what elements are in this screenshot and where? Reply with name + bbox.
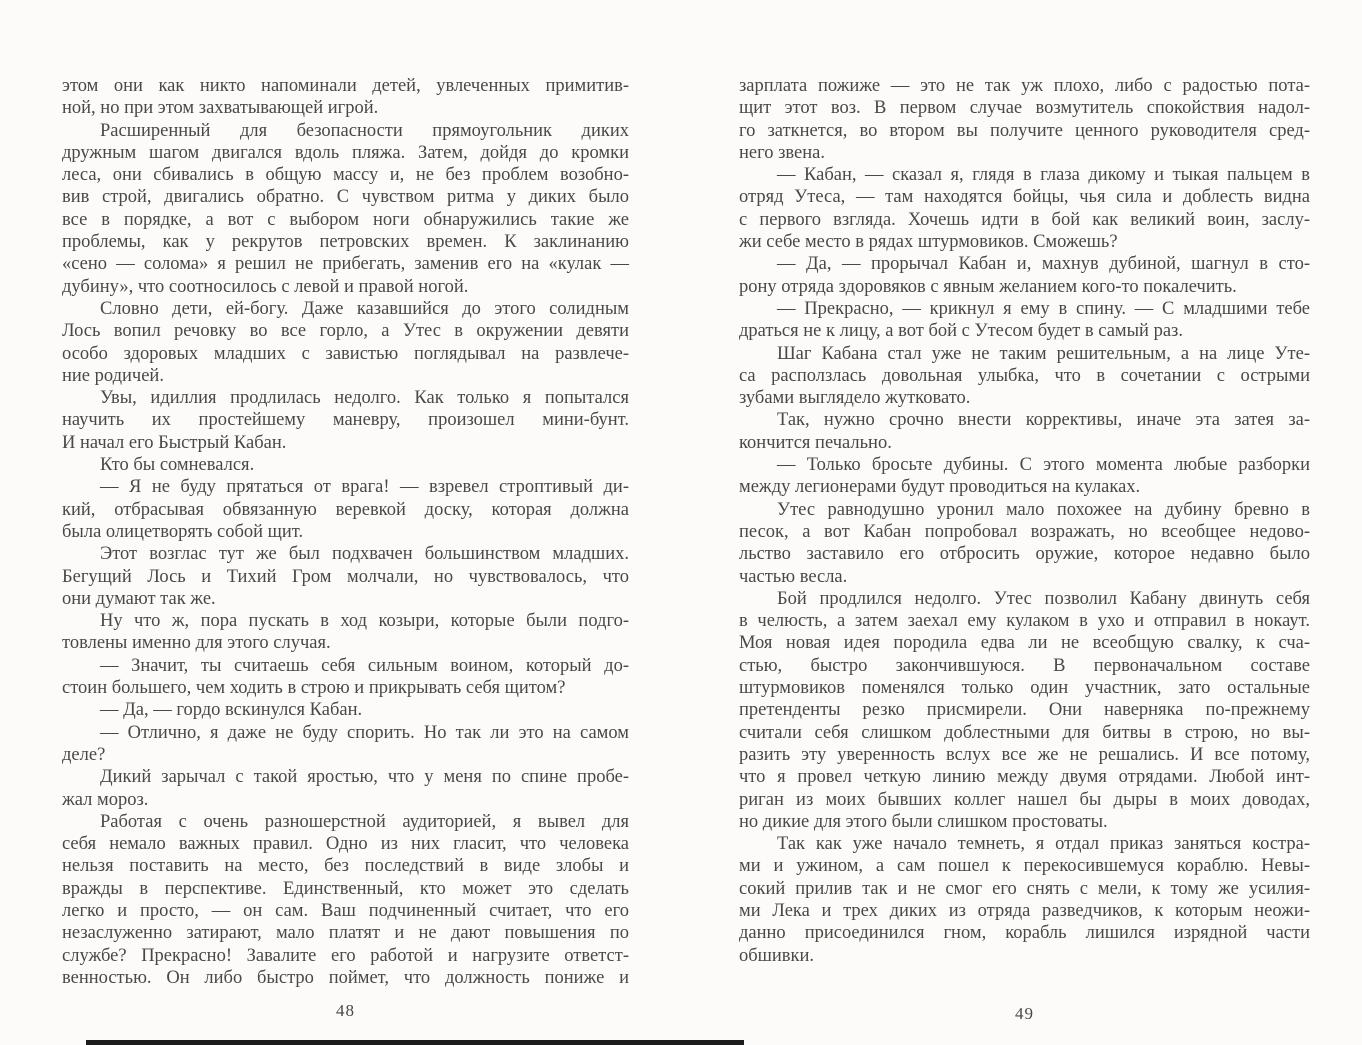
text-line: Кто бы сомневался. (100, 455, 255, 476)
text-line: И начал его Быстрый Кабан. (62, 432, 287, 453)
text-line: го заткнется, во втором вы получите ценного руководителя сред- (739, 120, 1310, 141)
scan-edge-artifact (86, 1040, 744, 1045)
text-line: в челюсть, а затем заехал ему кулаком в ухо и отправил в нокаут. (739, 611, 1310, 632)
text-line: — Отлично, я даже не буду спорить. Но так ли это на самом (100, 722, 629, 743)
text-line: была олицетворять собой щит. (62, 521, 304, 542)
text-line: жи себе место в рядах штурмовиков. Сможешь? (739, 232, 1118, 253)
text-line: нельзя поставить на место, без последствий в виде злобы и (62, 856, 629, 877)
text-line: Ну что ж, пора пускать в ход козыри, которые были подго- (100, 611, 629, 632)
right-page-text-column (739, 75, 1310, 967)
text-line: леса, они сбивались в общую массу и, не без проблем возобно- (62, 165, 629, 186)
text-line: венностью. Он либо быстро поймет, что должность пониже и (62, 967, 629, 988)
text-line: кончится печально. (739, 432, 892, 453)
text-line: Работая с очень разношерстной аудиторией, я вывел для (100, 811, 629, 832)
text-line: зарплата пожиже — это не так уж плохо, либо с радостью пота- (739, 76, 1310, 96)
text-line: они думают так же. (62, 588, 216, 609)
text-line: вражды в перспективе. Единственный, кто может это сделать (62, 878, 629, 899)
text-line: вив строй, двигались обратно. С чувством ритма у диких было (62, 187, 629, 208)
text-line: Моя новая идея породила едва ли не всеобщую свалку, к сча- (739, 633, 1310, 654)
text-line: льство заставило его отбросить оружие, которое недавно было (739, 544, 1310, 565)
text-line: ми и ужином, а сам пошел к перекосившемуся кораблю. Невы- (739, 856, 1310, 877)
text-line: легко и просто, — он сам. Ваш подчиненный считает, что его (62, 900, 629, 921)
text-line: Увы, идиллия продлилась недолго. Как только я попытался (100, 388, 629, 409)
text-line: Словно дети, ей-богу. Даже казавшийся до этого солидным (100, 298, 629, 319)
text-line: ной, но при этом захватывающей игрой. (62, 98, 379, 119)
text-line: но дикие для этого были слишком простоваты. (739, 811, 1108, 832)
text-line: риган из моих бывших коллег нашел бы дыры в моих доводах, (739, 789, 1310, 810)
text-line: Расширенный для безопасности прямоугольник диких (100, 120, 629, 141)
text-line: кий, отбрасывая обвязанную веревкой доску, которая должна (62, 499, 629, 520)
text-line: Бой продлился недолго. Утес позволил Кабану двинуть себя (777, 588, 1310, 609)
text-line: между легионерами будут проводиться на кулаках. (739, 477, 1141, 498)
text-line: незаслуженно затирают, мало платят и не дают повышения по (62, 923, 629, 944)
text-line: себя немало важных правил. Одно из них гласит, что человека (62, 834, 629, 855)
text-line: песок, а вот Кабан попробовал возражать, но всеобщее недово- (739, 521, 1310, 542)
text-line: отряд Утеса, — там находятся бойцы, чья сила и доблесть видна (739, 187, 1310, 208)
text-line: ми Лека и трех диких из отряда разведчиков, к которым неожи- (739, 900, 1310, 921)
text-line: частью весла. (739, 566, 848, 587)
text-line: особо здоровых младших с завистью поглядывал на развлече- (62, 343, 629, 364)
text-line: сокий прилив так и не смог его снять с мели, к тому же усилия- (739, 878, 1310, 899)
text-line: все в порядке, а вот с выбором ноги обнаружились такие же (62, 209, 629, 230)
text-line: щит этот воз. В первом случае возмутитель спокойствия надол- (739, 98, 1310, 119)
text-line: службе? Прекрасно! Завалите его работой и нагрузите ответст- (62, 945, 629, 966)
text-line: него звена. (739, 142, 825, 163)
text-line: деле? (62, 744, 106, 765)
text-line: Так, нужно срочно внести коррективы, иначе эта затея за- (777, 410, 1310, 431)
text-line: стоин большего, чем ходить в строю и прикрывать себя щитом? (62, 678, 566, 699)
text-line: обшивки. (739, 945, 815, 966)
text-line: драться не к лицу, а вот бой с Утесом будет в самый раз. (739, 321, 1183, 342)
text-line: — Прекрасно, — крикнул я ему в спину. — С младшими тебе (777, 298, 1310, 319)
text-line: этом они как никто напоминали детей, увлеченных примитив- (62, 76, 629, 96)
text-line: ние родичей. (62, 365, 164, 386)
text-line: стью, быстро закончившуюся. В первоначальном составе (739, 655, 1310, 676)
left-page-number: 48 (336, 1001, 355, 1020)
text-line: Бегущий Лось и Тихий Гром молчали, но чувствовалось, что (62, 566, 629, 587)
text-line: дубину», что соотносилось с левой и правой ногой. (62, 276, 469, 297)
text-line: Этот возглас тут же был подхвачен большинством младших. (100, 544, 629, 565)
left-page-text-column (62, 75, 629, 989)
text-line: — Значит, ты считаешь себя сильным воином, который до- (100, 655, 629, 676)
text-line: научить их простейшему маневру, произошел мини-бунт. (62, 410, 629, 431)
text-line: са расползлась довольная улыбка, что в сочетании с острыми (739, 365, 1310, 386)
text-line: считали себя слишком доблестными для битвы в строю, но вы- (739, 722, 1310, 743)
text-line: проблемы, как у рекрутов петровских времен. К заклинанию (62, 232, 629, 253)
text-line: Так как уже начало темнеть, я отдал приказ заняться костра- (777, 834, 1310, 855)
text-line: Дикий зарычал с такой яростью, что у меня по спине пробе- (100, 767, 629, 788)
text-line: товлены именно для этого случая. (62, 633, 331, 654)
text-line: с первого взгляда. Хочешь идти в бой как великий воин, заслу- (739, 209, 1310, 230)
text-line: — Да, — прорычал Кабан и, махнув дубиной, шагнул в сто- (777, 254, 1310, 275)
text-line: — Кабан, — сказал я, глядя в глаза дикому и тыкая пальцем в (777, 165, 1310, 186)
text-line: данно присоединился гном, корабль лишился изрядной части (739, 923, 1310, 944)
text-line: зубами выглядело жутковато. (739, 388, 971, 409)
text-line: дружным шагом двигался вдоль пляжа. Затем, дойдя до кромки (62, 142, 629, 163)
text-line: претенденты резко присмирели. Они наверняка по-прежнему (739, 700, 1310, 721)
text-line: рону отряда здоровяков с явным желанием кого-то покалечить. (739, 276, 1237, 297)
text-line: жал мороз. (62, 789, 149, 810)
text-line: — Да, — гордо вскинулся Кабан. (100, 700, 363, 721)
text-line: «сено — солома» я решил не прибегать, заменив его на «кулак — (62, 254, 629, 275)
text-line: что я провел четкую линию между двумя отрядами. Любой инт- (739, 767, 1310, 788)
text-line: Лось вопил речовку во все горло, а Утес в окружении девяти (62, 321, 629, 342)
text-line: — Только бросьте дубины. С этого момента любые разборки (777, 455, 1310, 476)
text-line: Утес равнодушно уронил мало похожее на дубину бревно в (777, 499, 1310, 520)
text-line: — Я не буду прятаться от врага! — взревел строптивый ди- (100, 477, 629, 498)
text-line: Шаг Кабана стал уже не таким решительным, а на лице Уте- (777, 343, 1310, 364)
text-line: штурмовиков поменялся только один участник, зато остальные (739, 678, 1310, 699)
text-line: разить эту уверенность вслух все же не решались. И все потому, (739, 744, 1310, 765)
right-page-number: 49 (1015, 1004, 1034, 1023)
